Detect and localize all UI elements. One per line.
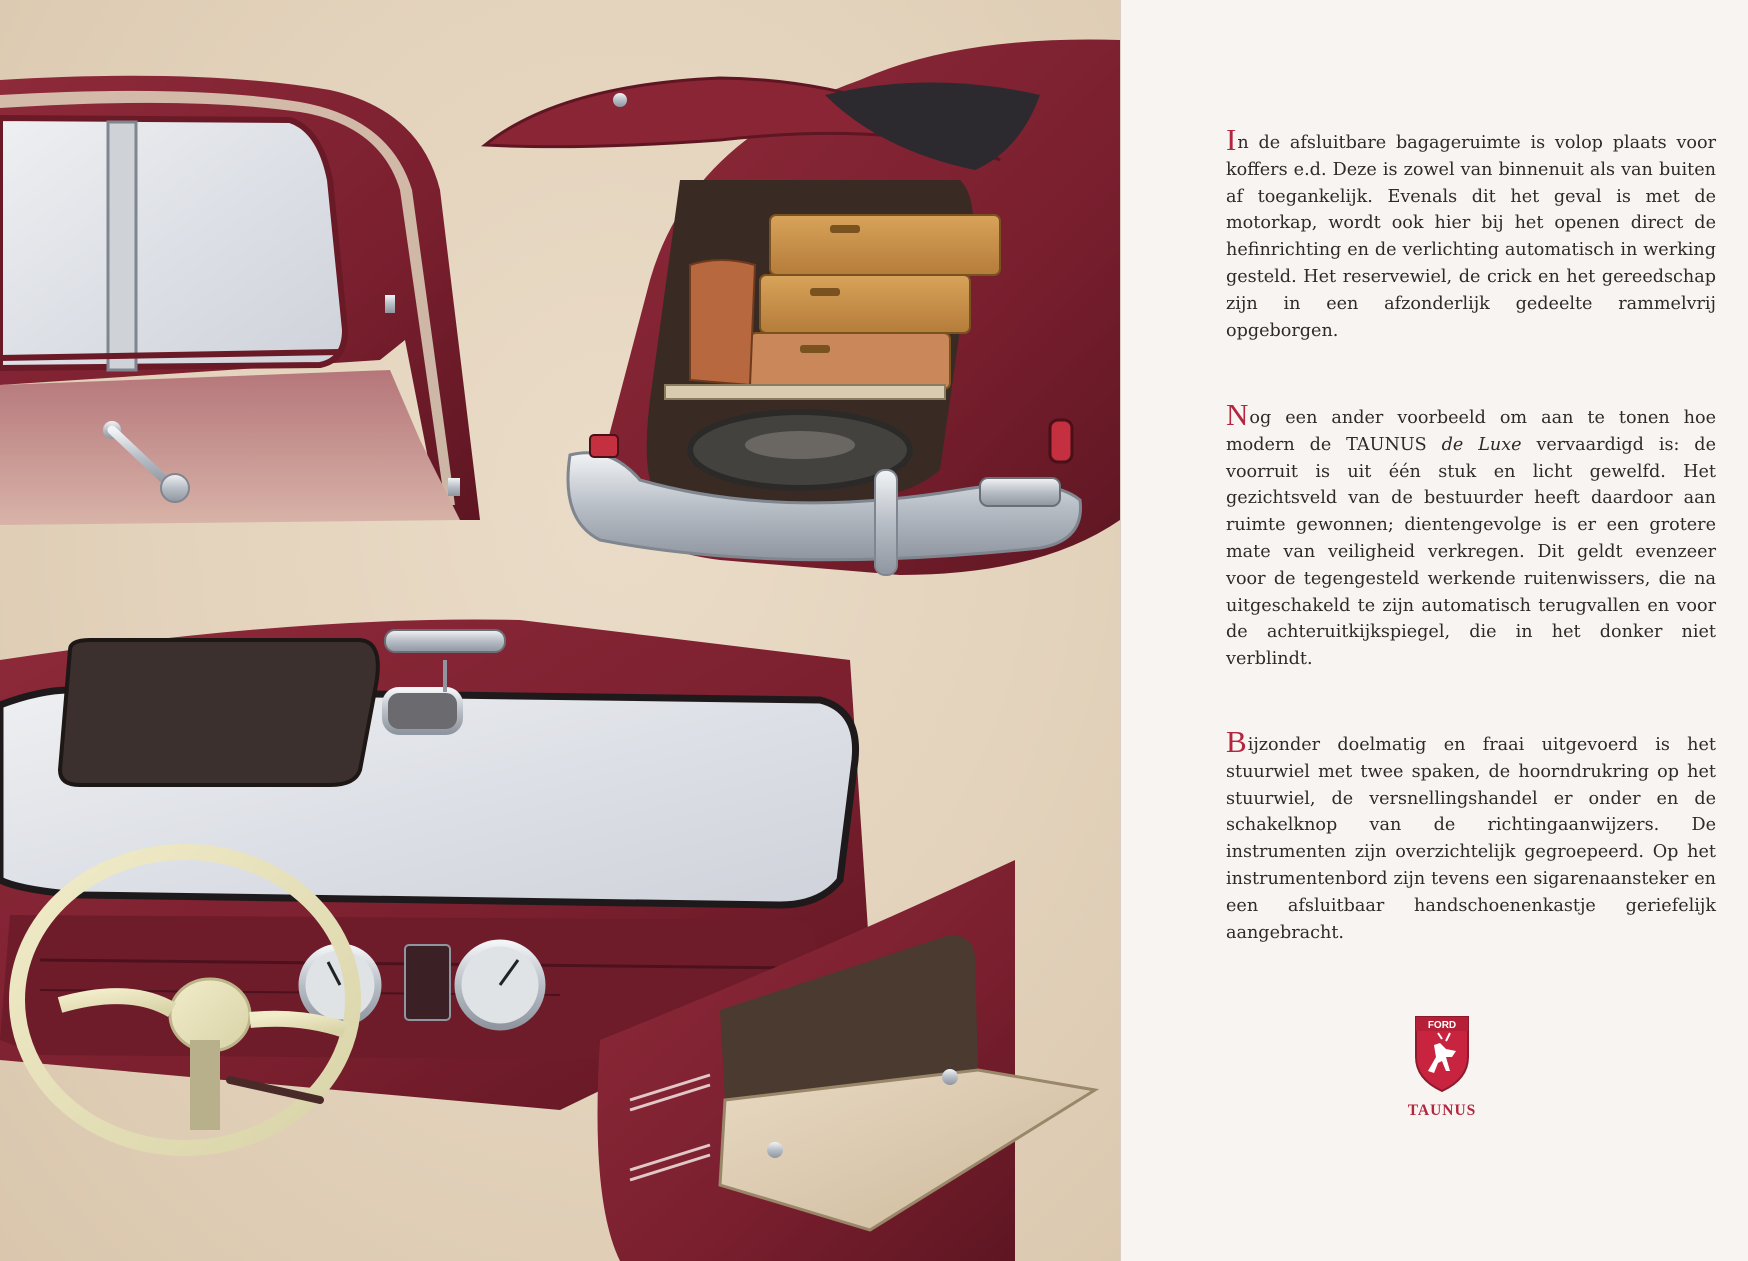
drop-initial: B [1226,724,1247,759]
logo-badge-text: FORD [1427,1020,1457,1031]
ford-shield-icon [1412,1013,1472,1093]
drop-initial: I [1226,122,1237,157]
paragraph-text: n de afsluitbare bagageruimte is volop plaats voor koffers e.d. Deze is zowel van binnenuit als van buiten af toegankelijk. Evenals dit het geval is met de motorkap, wordt ook hier bij het openen direct de hefinrichting en de verlichting automatisch in werking gesteld. Het reservewiel, de crick en het gereedschap zijn in een afzonderlijk gedeelte rammelvrij opgeborgen. [1226,133,1716,341]
paragraph-steering-wheel [1226,724,1716,946]
text-page [1121,0,1748,1261]
trunk-illustration [485,40,1120,576]
rear-door-illustration [0,76,480,525]
paragraph-text: vervaardigd is: de voorruit is uit één stuk en licht gewelfd. Het gezichtsveld van de bestuurder heeft daardoor aan ruimte gewonnen; dientengevolge is er een grotere mate van veiligheid verkregen. Dit geldt evenzeer voor de tegengesteld werkende ruitenwissers, die na uitgeschakeld te zijn automatisch terugvallen en voor de achteruitkijkspiegel, die in het donker niet verblindt. [1226,434,1716,670]
paragraph-windshield [1226,397,1716,673]
taunus-logo-caption: TAUNUS [1407,1102,1477,1119]
paragraph-text: og een ander voorbeeld om aan te tonen hoe modern de TAUNUS [1226,408,1716,455]
drop-initial: N [1226,397,1249,432]
paragraph-luggage-compartment [1226,122,1716,344]
model-name-emphasis: de Luxe [1441,434,1522,455]
paragraph-text: ijzonder doelmatig en fraai uitgevoerd is het stuurwiel met twee spaken, de hoorndrukring op het stuurwiel, de versnellingshandel er onder en de schakelknop van de richtingaanwijzers. De instrumenten zijn overzichtelijk gegroepeerd. Op het instrumentenbord zijn tevens een sigarenaansteker en een afsluitbaar handschoenenkastje geriefelijk aangebracht. [1226,735,1716,943]
